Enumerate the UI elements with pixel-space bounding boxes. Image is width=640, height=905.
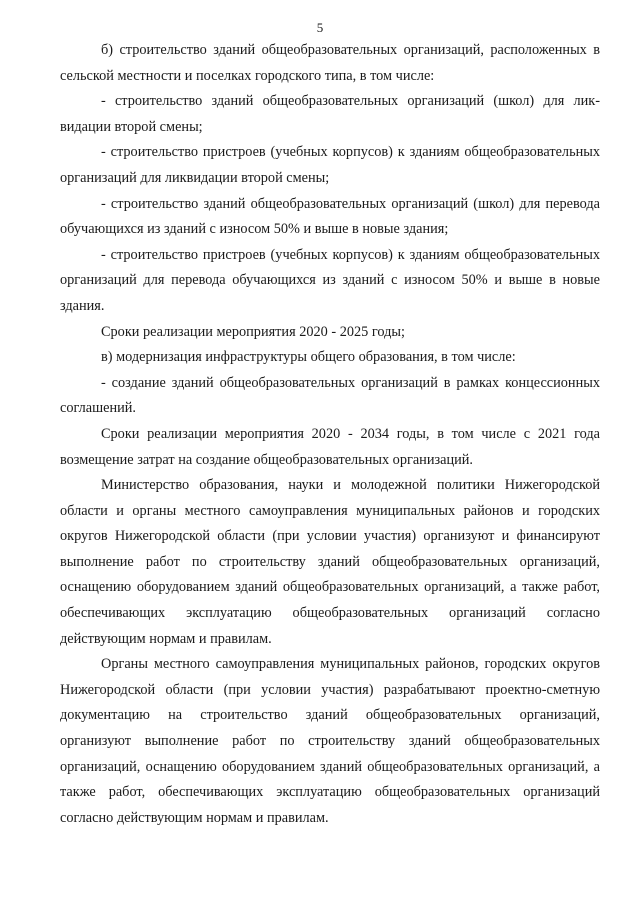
paragraph-construction-rural: б) строительство зданий общеобразовательных организаций, расположенных в сельской местности и поселках городского типа, в том числе:	[60, 42, 600, 84]
list-item-second-shift-schools: - строительство зданий общеобразовательных организаций (школ) для ликвидации второй смены;	[60, 93, 600, 135]
paragraph-infrastructure-modernization: в) модернизация инфраструктуры общего образования, в том числе:	[101, 349, 516, 366]
list-item-worn-buildings-extensions: - строительство пристроев (учебных корпусов) к зданиям общеобразовательных организаций для перевода обучающихся из зданий с износом 50% и выше в новые здания.	[60, 246, 600, 314]
list-item-second-shift-extensions: - строительство пристроев (учебных корпусов) к зданиям общеобразовательных организаций для ликвидации второй смены;	[60, 144, 600, 186]
paragraph-local-authorities: Органы местного самоуправления муниципальных районов, городских округов Нижегородской области (при условии участия) разрабатывают проектно-сметную документацию на строительство зданий общеобразовательных организаций, организуют выполнение работ по строительству зданий общеобразовательных организаций, оснащению оборудованием зданий общеобразовательных организаций, а также работ, обеспечивающих эксплуатацию общеобразовательных организаций согласно действующим нормам и правилам.	[60, 656, 600, 826]
page-number: 5	[316, 20, 324, 35]
paragraph-deadline-2020-2034: Сроки реализации мероприятия 2020 - 2034 годы, в том числе с 2021 года возмещение затрат на создание общеобразовательных организаций.	[60, 425, 600, 468]
paragraph-deadline-2020-2025: Сроки реализации мероприятия 2020 - 2025 годы;	[101, 323, 405, 340]
paragraph-ministry-responsibilities: Министерство образования, науки и молодежной политики Нижегородской области и органы местного самоуправления муниципальных районов и городских округов Нижегородской области (при условии участия) организуют и финансируют выполнение работ по строительству зданий общеобразовательных организаций, оснащению оборудованием зданий общеобразовательных организаций, а также работ, обеспечивающих эксплуатацию общеобразовательных организаций согласно действующим нормам и правилам.	[60, 477, 600, 647]
document-body	[60, 38, 600, 831]
list-item-concession-agreements: - создание зданий общеобразовательных организаций в рамках концессионных соглашений.	[60, 374, 600, 417]
list-item-worn-buildings-schools: - строительство зданий общеобразовательных организаций (школ) для перевода обучающихся из зданий с износом 50% и выше в новые здания;	[60, 195, 600, 238]
